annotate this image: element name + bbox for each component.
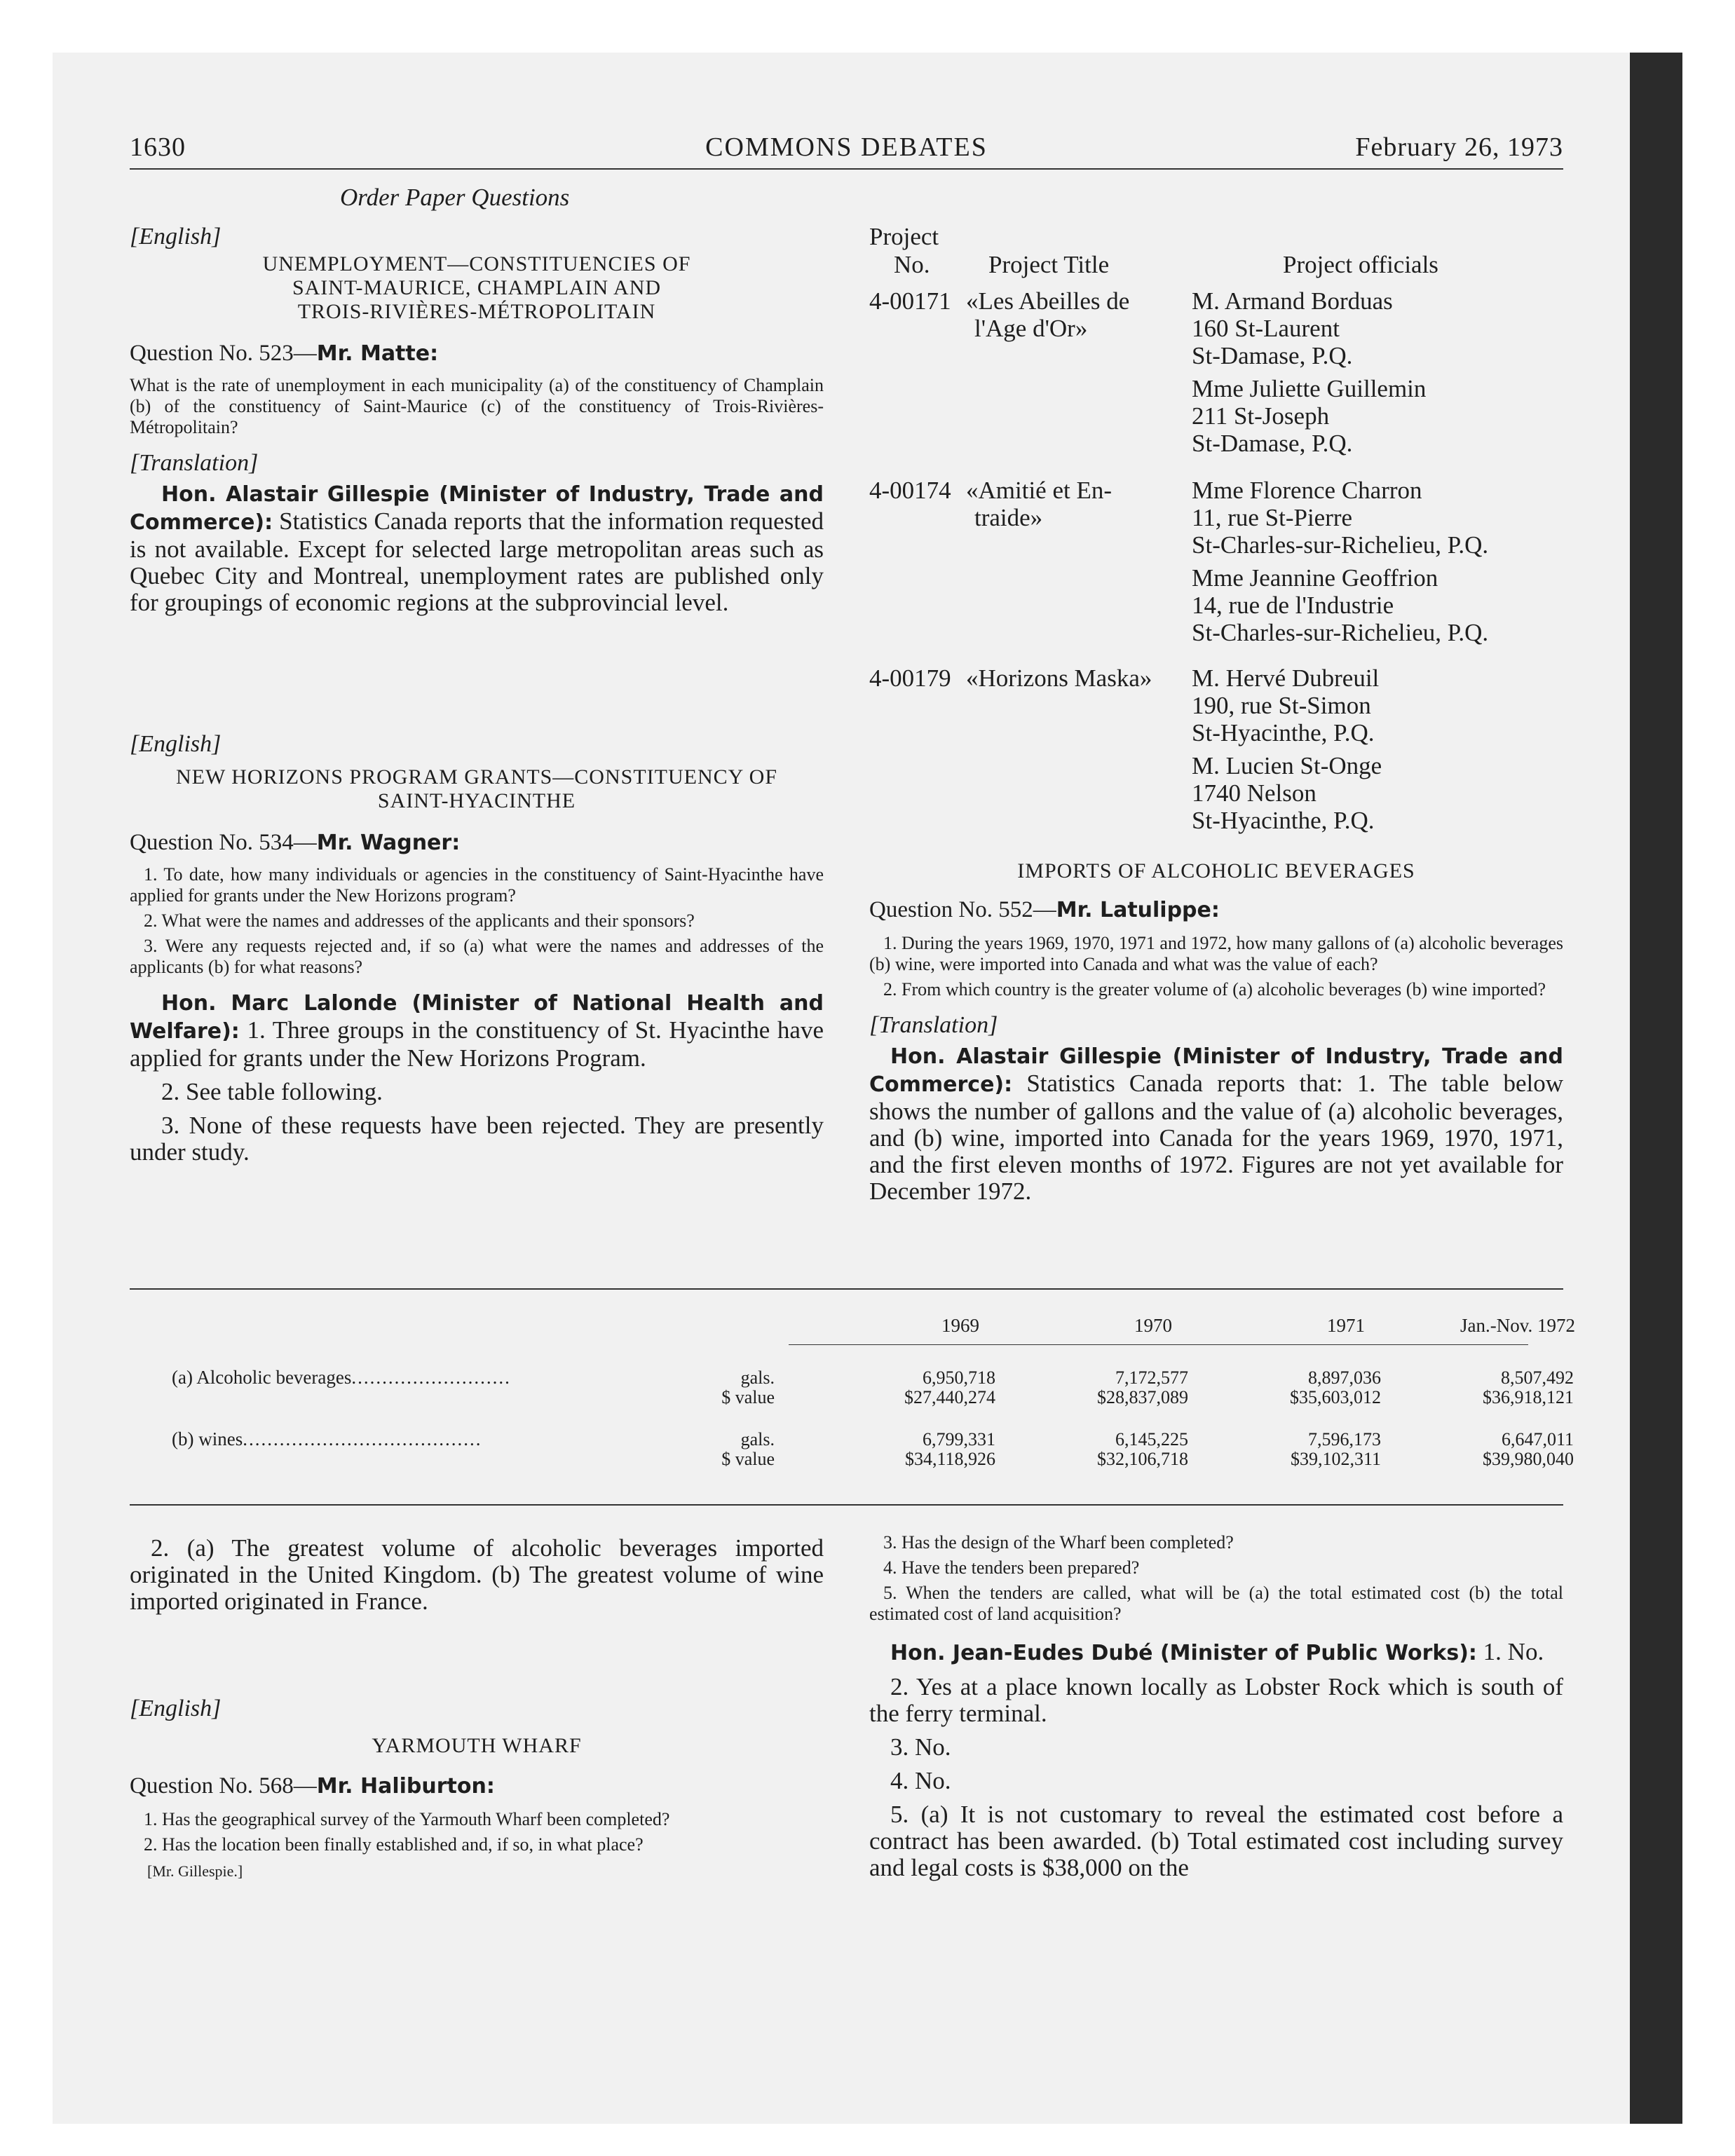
answer-text: 3. No. [890, 1733, 951, 1761]
question-heading-line: SAINT-MAURICE, CHAMPLAIN AND [292, 276, 662, 299]
table-cell: 6,647,011 $39,980,040 [1483, 1429, 1574, 1469]
translation-note: [Translation] [130, 450, 259, 476]
question-text: 2. What were the names and addresses of the applicants and their sponsors? [144, 910, 695, 931]
project-official: Mme Florence Charron 11, rue St-Pierre St-Charles-sur-Richelieu, P.Q. Mme Jeannine Geoffrion 14, rue de l'Industrie St-Charles-sur-Richelieu, P.Q. [1192, 477, 1489, 646]
question-heading: YARMOUTH WHARF [372, 1734, 582, 1757]
project-title: l'Age d'Or» [974, 315, 1088, 342]
question-552-answer-2 [130, 1535, 824, 1615]
header-rule [789, 1344, 1528, 1345]
answer-text: 3. None of these requests have been rejected. They are presently under study. [130, 1112, 824, 1166]
answer-text: Hon. Alastair Gillespie (Minister of Industry, Trade and Commerce): Statistics Canada reports that the information requested is not available. Except for selected large metropolitan areas such as Quebec City and Montreal, unemployment rates are published only for groupings of economic regions at the subprovincial level. [130, 482, 824, 616]
column-header: No. [894, 251, 930, 278]
question-number: Question No. 552—Mr. Latulippe: [869, 897, 1220, 922]
page-header [130, 132, 1563, 170]
column-header: Project officials [1283, 251, 1438, 278]
question-heading-line: SAINT-HYACINTHE [377, 789, 576, 812]
project-number: 4-00179 [869, 664, 951, 692]
question-text: 4. Have the tenders been prepared? [883, 1557, 1140, 1578]
table-cell: 6,950,718 $27,440,274 [904, 1367, 995, 1407]
question-number: Question No. 568—Mr. Haliburton: [130, 1773, 495, 1799]
table-cell: 6,145,225 $32,106,718 [1097, 1429, 1188, 1469]
question-text: 1. Has the geographical survey of the Yarmouth Wharf been completed? [144, 1809, 670, 1829]
page-date: February 26, 1973 [1355, 132, 1563, 162]
column-header: 1970 [1134, 1315, 1172, 1336]
question-text: 2. Has the location been finally established and, if so, in what place? [144, 1834, 644, 1855]
answer-text: Hon. Jean-Eudes Dubé (Minister of Public Works): 1. No. [890, 1638, 1544, 1665]
translation-note: [Translation] [869, 1012, 998, 1038]
language-note: [English] [130, 1696, 222, 1721]
table-cell: 8,897,036 $35,603,012 [1290, 1367, 1381, 1407]
import-statistics-table [130, 1288, 1575, 1506]
row-label: (a) Alcoholic beverages.......................... [172, 1367, 511, 1388]
project-number: 4-00174 [869, 477, 951, 504]
question-568-continued [869, 1532, 1563, 1881]
project-title: «Amitié et En- [966, 477, 1113, 504]
project-number: 4-00171 [869, 287, 951, 315]
question-text: What is the rate of unemployment in each municipality (a) of the constituency of Champlain (b) of the constituency of Saint-Maurice (c) of the constituency of Trois-Rivières-Métropolitain? [130, 375, 824, 437]
question-number: Question No. 523—Mr. Matte: [130, 341, 439, 366]
answer-text: 4. No. [890, 1767, 951, 1794]
question-heading: IMPORTS OF ALCOHOLIC BEVERAGES [1017, 859, 1415, 882]
question-text: 2. From which country is the greater volume of (a) alcoholic beverages (b) wine imported? [883, 979, 1546, 999]
question-534 [130, 730, 824, 1166]
column-header: Project Title [988, 251, 1110, 278]
question-heading-line: UNEMPLOYMENT—CONSTITUENCIES OF [262, 252, 691, 275]
attribution: [Mr. Gillespie.] [147, 1862, 243, 1880]
column-header: 1969 [941, 1315, 979, 1336]
question-text: 1. To date, how many individuals or agencies in the constituency of Saint-Hyacinthe have applied for grants under the New Horizons program? [130, 864, 824, 906]
table-cell: 7,596,173 $39,102,311 [1290, 1429, 1381, 1469]
question-text: 1. During the years 1969, 1970, 1971 and 1972, how many gallons of (a) alcoholic beverages (b) wine, were imported into Canada and what was the value of each? [869, 933, 1563, 974]
question-text: 5. When the tenders are called, what will be (a) the total estimated cost (b) the total estimated cost of land acquisition? [869, 1583, 1563, 1624]
question-heading-line: NEW HORIZONS PROGRAM GRANTS—CONSTITUENCY OF [175, 765, 778, 789]
question-552 [869, 859, 1563, 1205]
answer-text: 2. Yes at a place known locally as Lobster Rock which is south of the ferry terminal. [869, 1673, 1563, 1727]
question-text: 3. Has the design of the Wharf been completed? [883, 1532, 1234, 1553]
project-title: «Les Abeilles de [966, 287, 1130, 315]
project-title: traide» [974, 504, 1043, 531]
project-official: M. Armand Borduas 160 St-Laurent St-Damase, P.Q. Mme Juliette Guillemin 211 St-Joseph St-Damase, P.Q. [1192, 287, 1427, 457]
question-568 [130, 1695, 824, 1881]
table-cell: 8,507,492 $36,918,121 [1483, 1367, 1574, 1407]
table-cell: 7,172,577 $28,837,089 [1097, 1367, 1188, 1407]
answer-text: 2. (a) The greatest volume of alcoholic beverages imported originated in the United Kingdom. (b) The greatest volume of wine imported originated in France. [130, 1534, 824, 1615]
row-units: gals. $ value [721, 1367, 775, 1407]
language-note: [English] [130, 731, 222, 757]
column-header: 1971 [1327, 1315, 1365, 1336]
answer-text: Hon. Marc Lalonde (Minister of National Health and Welfare): 1. Three groups in the constituency of St. Hyacinthe have applied for grants under the New Horizons Program. [130, 991, 824, 1072]
question-heading-line: TROIS-RIVIÈRES-MÉTROPOLITAIN [297, 300, 656, 323]
table-cell: 6,799,331 $34,118,926 [904, 1429, 995, 1469]
project-official: M. Hervé Dubreuil 190, rue St-Simon St-Hyacinthe, P.Q. M. Lucien St-Onge 1740 Nelson St-Hyacinthe, P.Q. [1192, 664, 1382, 834]
project-table [869, 223, 1563, 840]
section-title: Order Paper Questions [340, 184, 570, 211]
column-header: Project [869, 223, 939, 250]
question-text: 3. Were any requests rejected and, if so (a) what were the names and addresses of the applicants (b) for what reasons? [130, 936, 824, 977]
question-number: Question No. 534—Mr. Wagner: [130, 830, 461, 855]
answer-text: 5. (a) It is not customary to reveal the estimated cost before a contract has been awarded. (b) Total estimated cost including survey and legal costs is $38,000 on the [869, 1801, 1563, 1881]
project-title: «Horizons Maska» [966, 664, 1152, 692]
page-number: 1630 [130, 132, 186, 162]
answer-text: Hon. Alastair Gillespie (Minister of Industry, Trade and Commerce): Statistics Canada reports that: 1. The table below shows the number of gallons and the value of (a) alcoholic beverages, and (b) wine, imported into Canada for the years 1969, 1970, 1971, and the first eleven months of 1972. Figures are not yet available for December 1972. [869, 1044, 1564, 1205]
column-header: Jan.-Nov. 1972 [1460, 1315, 1575, 1336]
publication-title: COMMONS DEBATES [705, 132, 988, 162]
answer-text: 2. See table following. [161, 1078, 383, 1105]
language-note: [English] [130, 224, 222, 250]
row-label: (b) wines....................................... [172, 1428, 482, 1449]
row-units: gals. $ value [721, 1429, 775, 1469]
scan-edge-bar [1630, 53, 1682, 2124]
question-523 [130, 223, 824, 616]
